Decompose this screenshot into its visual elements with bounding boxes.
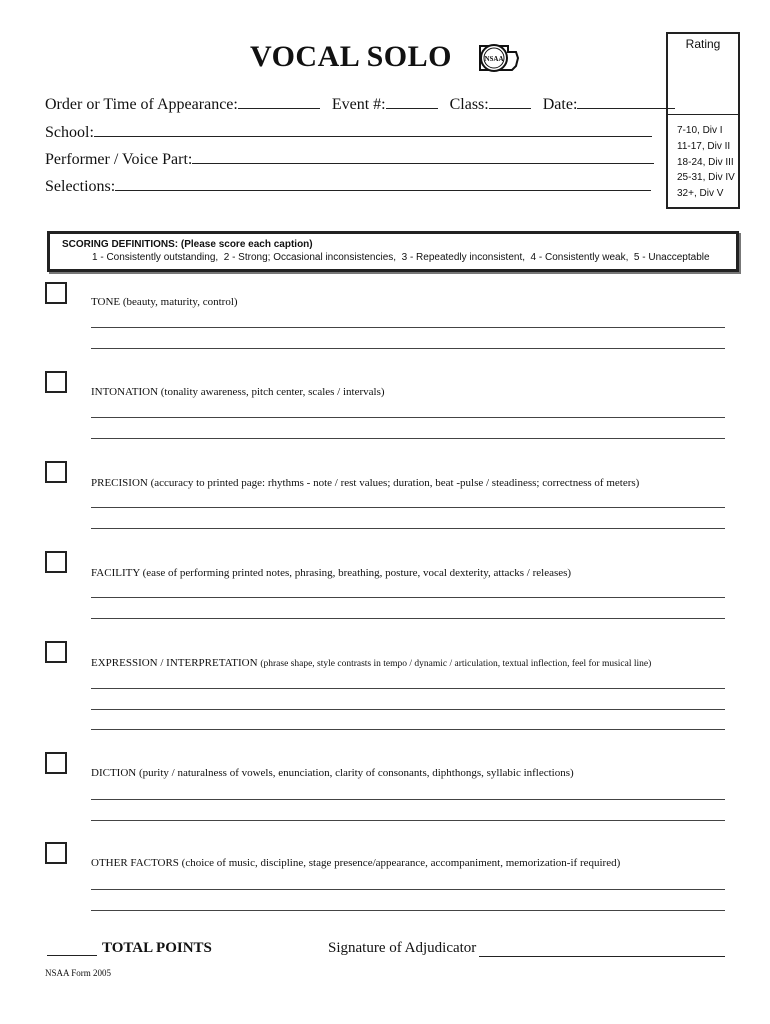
caption-name: DICTION <box>91 767 137 779</box>
header-row-selections <box>45 176 651 196</box>
caption-detail: (phrase shape, style contrasts in tempo / dynamic / articulation, textual inflection, feel for musical line) <box>260 659 652 669</box>
header-row-1 <box>45 94 675 114</box>
rating-box <box>666 32 740 209</box>
comment-line[interactable] <box>91 597 725 598</box>
division-item: 7-10, Div I <box>677 125 723 136</box>
facility-score-box[interactable] <box>45 551 67 573</box>
other-factors-score-box[interactable] <box>45 842 67 864</box>
total-points-label: TOTAL POINTS <box>102 940 212 956</box>
caption-detail: (ease of performing printed notes, phrasing, breathing, posture, vocal dexterity, attacks / releases) <box>142 567 572 579</box>
expression-score-box[interactable] <box>45 641 67 663</box>
order-label: Order or Time of Appearance: <box>45 96 238 113</box>
caption-name: TONE <box>91 296 121 308</box>
comment-line[interactable] <box>91 618 725 619</box>
caption-facility <box>91 567 571 579</box>
total-points-field[interactable] <box>47 955 97 956</box>
scoring-heading: SCORING DEFINITIONS: (Please score each caption) <box>62 239 313 250</box>
intonation-score-box[interactable] <box>45 371 67 393</box>
comment-line[interactable] <box>91 910 725 911</box>
school-label: School: <box>45 124 94 141</box>
performer-field[interactable] <box>192 149 654 164</box>
caption-intonation <box>91 386 385 398</box>
rating-divider <box>668 114 738 115</box>
comment-line[interactable] <box>91 528 725 529</box>
header-row-performer <box>45 149 654 169</box>
rating-label: Rating <box>685 37 721 51</box>
caption-expression <box>91 657 651 669</box>
date-label: Date: <box>542 96 578 113</box>
date-field[interactable] <box>577 94 675 109</box>
comment-line[interactable] <box>91 417 725 418</box>
caption-detail: (tonality awareness, pitch center, scales / intervals) <box>160 386 385 398</box>
division-list <box>677 123 735 202</box>
signature-field[interactable] <box>479 956 725 957</box>
scoring-definitions-box <box>47 231 739 272</box>
form-title: VOCAL SOLO <box>250 40 452 73</box>
tone-score-box[interactable] <box>45 282 67 304</box>
comment-line[interactable] <box>91 348 725 349</box>
selections-label: Selections: <box>45 178 116 195</box>
comment-line[interactable] <box>91 729 725 730</box>
comment-line[interactable] <box>91 438 725 439</box>
caption-other-factors <box>91 857 620 869</box>
header-row-school <box>45 122 652 142</box>
class-field[interactable] <box>489 94 531 109</box>
logo-text: NSAA <box>484 55 504 63</box>
caption-name: INTONATION <box>91 386 159 398</box>
caption-name: EXPRESSION / INTERPRETATION <box>91 657 258 669</box>
class-label: Class: <box>449 96 489 113</box>
division-item: 18-24, Div III <box>677 156 734 168</box>
nsaa-logo <box>472 40 520 78</box>
caption-name: PRECISION <box>91 477 148 489</box>
comment-line[interactable] <box>91 799 725 800</box>
comment-line[interactable] <box>91 688 725 689</box>
caption-detail: (purity / naturalness of vowels, enunciation, clarity of consonants, diphthongs, syllabic inflections) <box>138 767 574 779</box>
scoring-scale: 1 - Consistently outstanding, 2 - Strong; Occasional inconsistencies, 3 - Repeatedly inconsistent, 4 - Consistently weak, 5 - Unacceptable <box>92 252 710 263</box>
selections-field[interactable] <box>115 176 651 191</box>
caption-detail: (choice of music, discipline, stage presence/appearance, accompaniment, memorization-if required) <box>181 857 621 869</box>
order-field[interactable] <box>238 94 320 109</box>
division-item: 11-17, Div II <box>677 140 731 152</box>
comment-line[interactable] <box>91 820 725 821</box>
division-item: 32+, Div V <box>677 188 724 200</box>
precision-score-box[interactable] <box>45 461 67 483</box>
caption-detail: (beauty, maturity, control) <box>122 296 238 308</box>
form-id: NSAA Form 2005 <box>45 968 112 978</box>
caption-detail: (accuracy to printed page: rhythms - note / rest values; duration, beat -pulse / steadiness; correctness of meters) <box>150 477 640 489</box>
comment-line[interactable] <box>91 327 725 328</box>
comment-line[interactable] <box>91 709 725 710</box>
event-label: Event #: <box>331 96 386 113</box>
caption-diction <box>91 767 574 779</box>
school-field[interactable] <box>94 122 652 137</box>
comment-line[interactable] <box>91 507 725 508</box>
performer-label: Performer / Voice Part: <box>45 151 193 168</box>
caption-name: OTHER FACTORS <box>91 857 179 869</box>
caption-name: FACILITY <box>91 567 140 579</box>
event-field[interactable] <box>386 94 438 109</box>
comment-line[interactable] <box>91 889 725 890</box>
signature-label: Signature of Adjudicator <box>328 940 477 956</box>
diction-score-box[interactable] <box>45 752 67 774</box>
caption-tone <box>91 296 238 308</box>
caption-precision <box>91 477 639 489</box>
division-item: 25-31, Div IV <box>677 172 735 184</box>
